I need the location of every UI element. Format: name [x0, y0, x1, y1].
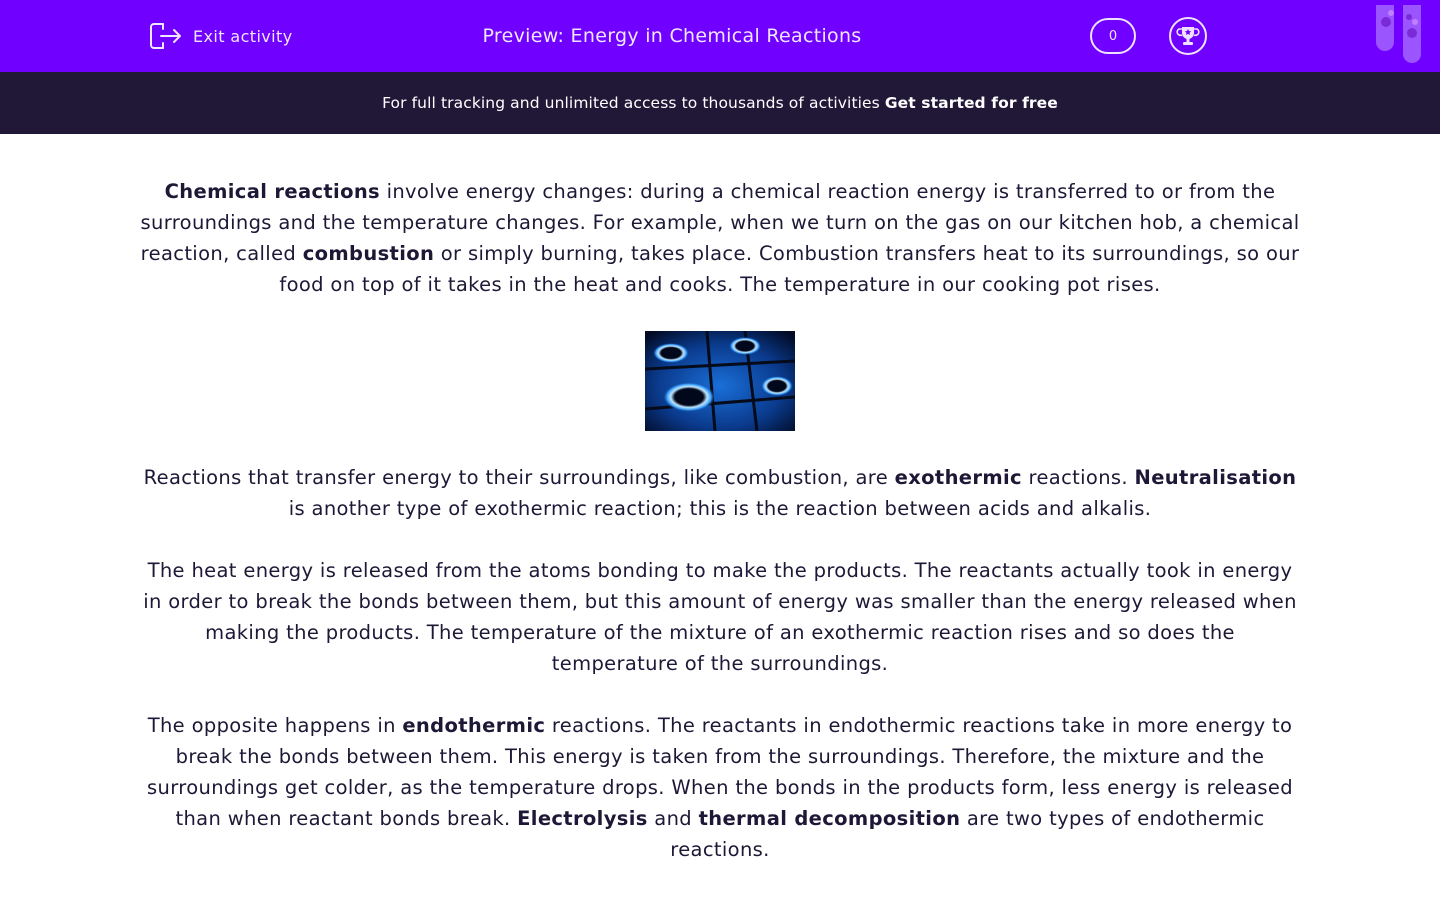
exit-activity-label: Exit activity	[193, 26, 293, 46]
exit-activity-button[interactable]	[149, 20, 293, 52]
image-container	[140, 331, 1300, 431]
lesson-content	[140, 176, 1300, 896]
text: reactions. The reactants in endothermic reactions take in more energy to break the bonds between them. This energy is taken from the surroundings. Therefore, the mixture and the surroundings get colder, as the temperature drops. When the bonds in the products form, less energy is released than when reactant bonds break.	[147, 714, 1293, 830]
gas-hob-image	[645, 331, 795, 431]
exit-icon	[149, 21, 183, 51]
text: are two types of endothermic reactions.	[670, 807, 1265, 861]
term-exothermic: exothermic	[894, 466, 1022, 489]
paragraph-exothermic	[140, 462, 1300, 524]
paragraph-heat-energy	[140, 555, 1300, 679]
term-chemical-reactions: Chemical reactions	[164, 180, 381, 203]
text: The opposite happens in	[147, 714, 403, 737]
paragraph-endothermic	[140, 710, 1300, 865]
term-endothermic: endothermic	[402, 714, 546, 737]
text: The heat energy is released from the atoms bonding to make the products. The reactants actually took in energy in order to break the bonds between them, but this amount of energy was smaller than the energy released when making the products. The temperature of the mixture of an exothermic reaction rises and so does the temperature of the surroundings.	[143, 559, 1297, 675]
test-tubes-logo-icon	[1374, 5, 1424, 65]
trophy-button[interactable]	[1169, 17, 1207, 55]
signup-banner	[0, 72, 1440, 134]
term-neutralisation: Neutralisation	[1134, 466, 1297, 489]
term-thermal-decomposition: thermal decomposition	[698, 807, 961, 830]
get-started-link[interactable]: Get started for free	[884, 94, 1058, 112]
text: and	[647, 807, 699, 830]
score-badge: 0	[1090, 18, 1136, 54]
text: is another type of exothermic reaction; this is the reaction between acids and alkalis.	[288, 497, 1152, 520]
paragraph-intro	[140, 176, 1300, 300]
banner-text: For full tracking and unlimited access to thousands of activities	[382, 94, 880, 112]
text: reactions.	[1021, 466, 1135, 489]
trophy-icon	[1176, 24, 1200, 48]
text: involve energy changes: during a chemical reaction energy is transferred to or from the surroundings and the temperature changes. For example, when we turn on the gas on our kitchen hob, a chemical reaction, called	[140, 180, 1300, 265]
term-combustion: combustion	[302, 242, 435, 265]
page-title: Preview: Energy in Chemical Reactions	[482, 25, 862, 47]
top-bar	[0, 0, 1440, 72]
text: or simply burning, takes place. Combustion transfers heat to its surroundings, so our food on top of it takes in the heat and cooks. The temperature in our cooking pot rises.	[279, 242, 1300, 296]
term-electrolysis: Electrolysis	[517, 807, 648, 830]
text: Reactions that transfer energy to their surroundings, like combustion, are	[143, 466, 895, 489]
